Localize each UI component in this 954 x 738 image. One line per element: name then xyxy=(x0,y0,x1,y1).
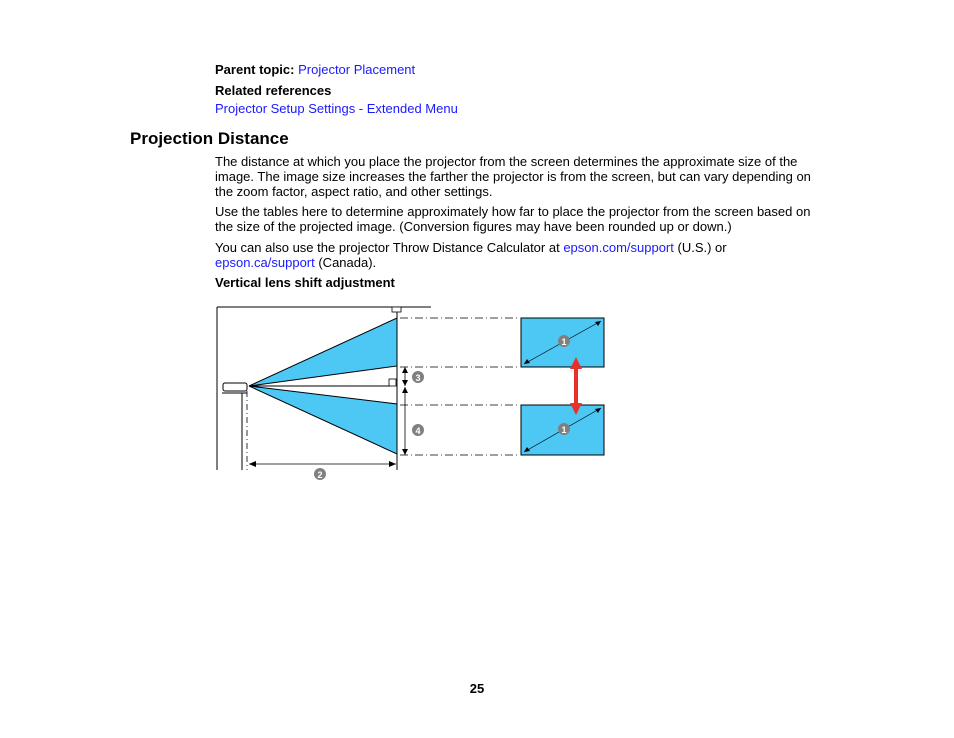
upper-projection-beam xyxy=(249,318,397,386)
related-reference-link[interactable]: Projector Setup Settings - Extended Menu xyxy=(215,101,458,116)
related-references-heading: Related references xyxy=(215,83,332,98)
callout-1-upper xyxy=(558,335,570,347)
callout-3-label: 3 xyxy=(415,373,421,383)
calculator-text-mid: (U.S.) or xyxy=(673,240,727,255)
calculator-text-prefix: You can also use the projector Throw Distance Calculator at xyxy=(215,240,564,255)
figure-caption: Vertical lens shift adjustment xyxy=(215,275,395,290)
screen-mount-icon xyxy=(392,307,401,312)
calculator-text-suffix: (Canada). xyxy=(314,255,377,270)
lower-projection-beam xyxy=(249,386,397,454)
callout-3 xyxy=(412,371,424,383)
projector-icon xyxy=(223,383,247,391)
epson-us-support-link[interactable]: epson.com/support xyxy=(563,240,674,255)
callout-2 xyxy=(314,468,326,480)
callout-1-upper-label: 1 xyxy=(561,337,567,347)
lens-shift-arrow xyxy=(570,357,582,415)
paragraph-tables: Use the tables here to determine approximately how far to place the projector from the screen based on the size of the projected image. (Conversion figures may have been rounded up or down.) xyxy=(215,204,811,234)
page-number: 25 xyxy=(469,681,485,696)
right-angle-marker xyxy=(389,379,396,386)
parent-topic-link[interactable]: Projector Placement xyxy=(298,62,416,77)
parent-topic-label: Parent topic: xyxy=(215,62,295,77)
callout-4-label: 4 xyxy=(415,426,421,436)
callout-4 xyxy=(412,424,424,436)
callout-1-lower xyxy=(558,423,570,435)
section-title: Projection Distance xyxy=(130,129,289,148)
callout-2-label: 2 xyxy=(317,470,323,480)
paragraph-intro: The distance at which you place the projector from the screen determines the approximate size of the image. The image size increases the farther the projector is from the screen, but can vary depending on the zoom factor, aspect ratio, and other settings. xyxy=(215,154,811,199)
callout-1-lower-label: 1 xyxy=(561,425,567,435)
epson-ca-support-link[interactable]: epson.ca/support xyxy=(215,255,315,270)
